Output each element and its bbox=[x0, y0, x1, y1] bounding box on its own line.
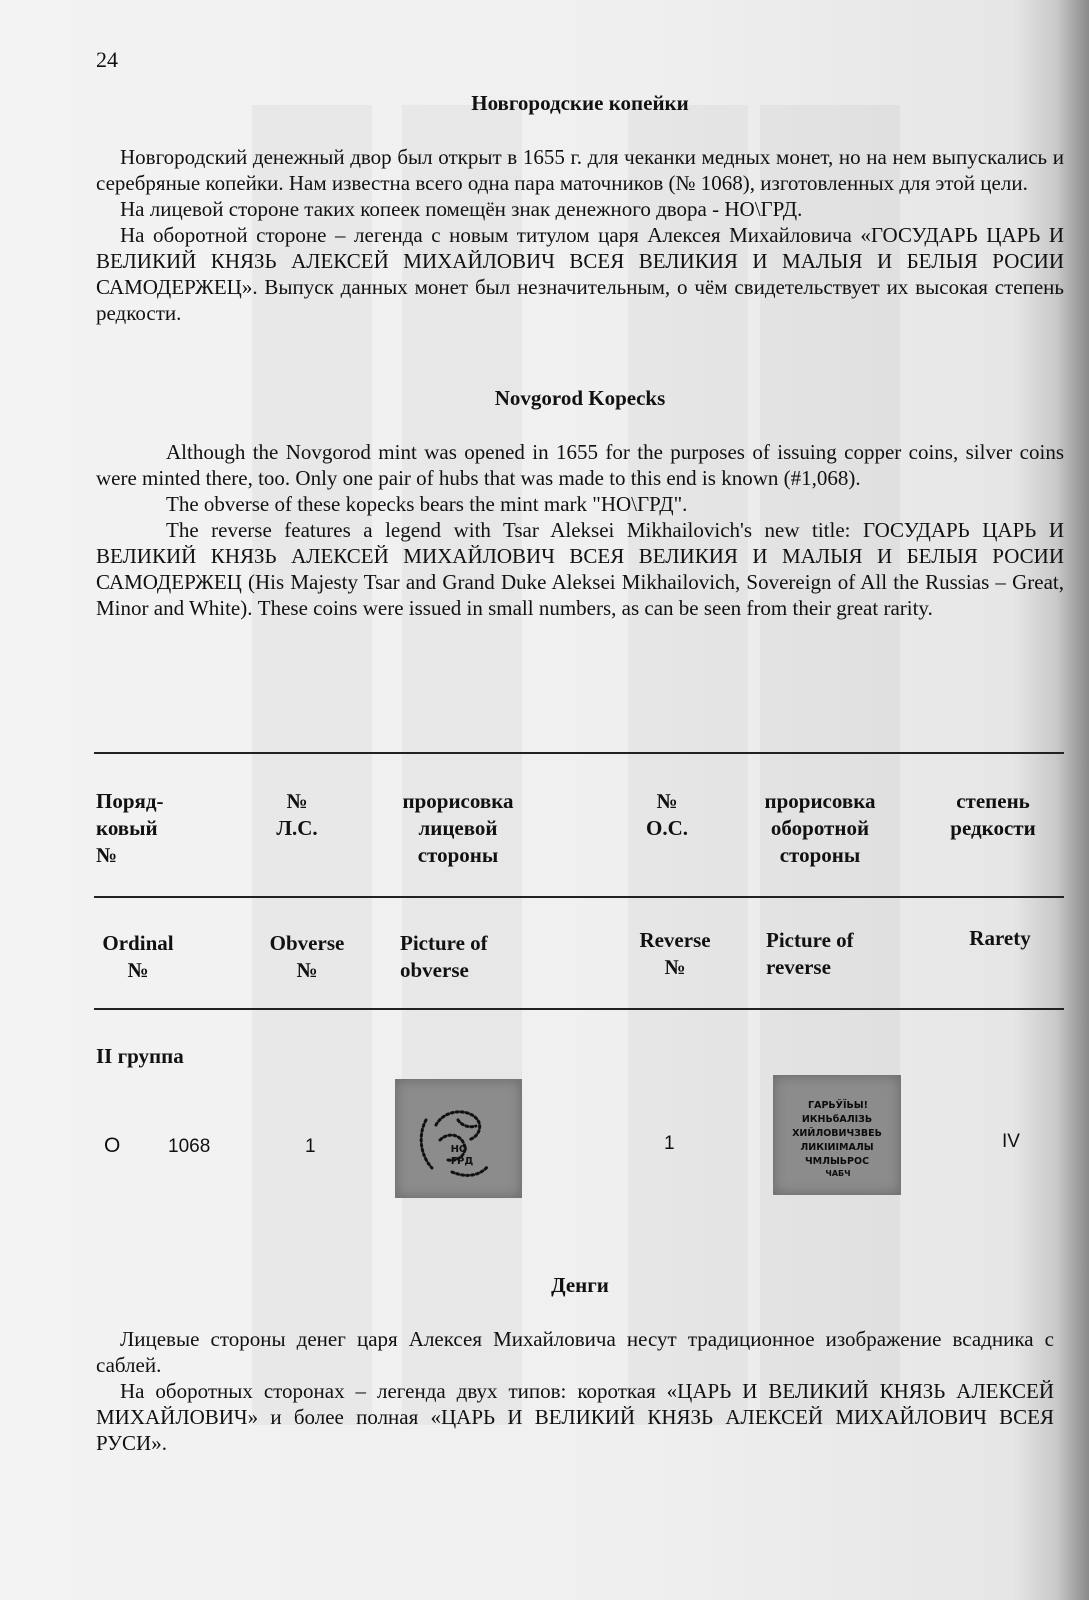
reverse-legend-line: ХИЙЛОВИЧЗВЕЬ bbox=[792, 1128, 882, 1139]
header-ordinal-en: Ordinal № bbox=[102, 931, 174, 982]
table-top-rule bbox=[94, 752, 1064, 754]
header-obverse-picture-en: Picture of obverse bbox=[400, 931, 488, 982]
row-rarity: IV bbox=[1002, 1131, 1020, 1152]
header-reverse-no-ru: № О.С. bbox=[646, 789, 688, 840]
header-obverse-picture-ru: прорисовка лицевой стороны bbox=[402, 789, 514, 867]
en-paragraph: Although the Novgorod mint was opened in 1655 for the purposes of issuing copper coins, silver coins were minted there, too. Only one pair of hubs that was made to this end is known (#1,068). bbox=[96, 440, 1064, 490]
reverse-drawing-image bbox=[773, 1075, 901, 1195]
header-reverse-picture-ru: прорисовка оборотной стороны bbox=[764, 789, 876, 867]
row-obverse-no: 1 bbox=[305, 1136, 316, 1157]
header-reverse-no-en: Reverse № bbox=[639, 928, 711, 979]
header-obverse-no-ru: № Л.С. bbox=[276, 789, 318, 840]
obverse-legend-line: ГРД bbox=[450, 1156, 474, 1167]
ru-section-heading: Новгородские копейки bbox=[471, 91, 689, 115]
obverse-drawing-image bbox=[395, 1079, 522, 1198]
en-paragraph: The obverse of these kopecks bears the mint mark "НО\ГРД". bbox=[166, 492, 688, 516]
obverse-legend-line: НО bbox=[450, 1144, 468, 1155]
ru-paragraph: Новгородский денежный двор был открыт в 1655 г. для чеканки медных монет, но на нем выпускались и серебряные копейки. Нам известна всего одна пара маточников (№ 1068), изготовленных для этой цели. bbox=[96, 145, 1064, 195]
header-rarity-ru: степень редкости bbox=[950, 789, 1036, 840]
table-header-bottom-rule bbox=[94, 1008, 1064, 1010]
page-number: 24 bbox=[96, 47, 118, 72]
en-paragraph: The reverse features a legend with Tsar Aleksei Mikhailovich's new title: ГОСУДАРЬ ЦАРЬ И ВЕЛИКИЙ КНЯЗЬ АЛЕКСЕЙ МИХАЙЛОВИЧ ВСЕЯ ВЕЛИКИЯ И МАЛЫЯ И БЕЛЫЯ РОСИИ САМОДЕРЖЕЦ (His Majesty Tsar and Grand Duke Aleksei Mikhailovich, Sovereign of All the Russias – Great, Minor and White). These coins were issued in small numbers, as can be seen from their great rarity. bbox=[96, 518, 1064, 620]
table-mid-rule bbox=[94, 896, 1064, 898]
header-ordinal-ru: Поряд- ковый № bbox=[96, 789, 164, 867]
ru-paragraph: На оборотной стороне – легенда с новым титулом царя Алексея Михайловича «ГОСУДАРЬ ЦАРЬ И ВЕЛИКИЙ КНЯЗЬ АЛЕКСЕЙ МИХАЙЛОВИЧ ВСЕЯ ВЕЛИКИЯ И МАЛЫЯ И БЕЛЫЯ РОСИИ САМОДЕРЖЕЦ». Выпуск данных монет был незначительным, о чём свидетельствует их высокая степень редкости. bbox=[96, 223, 1064, 325]
den-section-heading: Денги bbox=[551, 1273, 609, 1297]
reverse-legend-line: ГАРЬЎЇЬЫ! bbox=[808, 1100, 868, 1111]
obverse-mint-mark-drawing bbox=[396, 1080, 521, 1197]
header-reverse-picture-en: Picture of reverse bbox=[766, 928, 854, 979]
row-reverse-no: 1 bbox=[664, 1133, 675, 1154]
den-body bbox=[96, 1326, 1054, 1456]
row-ordinal: 1068 bbox=[168, 1136, 211, 1157]
row-prefix: O bbox=[104, 1134, 121, 1157]
reverse-legend-line: ЧАБЧ bbox=[825, 1169, 851, 1178]
en-body bbox=[96, 439, 1064, 621]
reverse-legend-line: ИКНЬбАЛІЗЬ bbox=[801, 1114, 873, 1125]
den-paragraph: Лицевые стороны денег царя Алексея Михайловича несут традиционное изображение всадника с саблей. bbox=[96, 1327, 1054, 1377]
reverse-legend-line: ЛИКІИІМАЛЫ bbox=[800, 1142, 874, 1153]
group-label: II группа bbox=[96, 1044, 184, 1068]
en-section-heading: Novgorod Kopecks bbox=[494, 386, 666, 410]
header-obverse-no-en: Obverse № bbox=[269, 931, 345, 982]
ru-body bbox=[96, 144, 1064, 326]
reverse-legend-line: ЧМЛЫЬРОС bbox=[804, 1156, 870, 1167]
header-rarity-en: Rarety bbox=[969, 926, 1031, 950]
reverse-legend-drawing bbox=[774, 1076, 900, 1194]
den-paragraph: На оборотных сторонах – легенда двух типов: короткая «ЦАРЬ И ВЕЛИКИЙ КНЯЗЬ АЛЕКСЕЙ МИХАЙЛОВИЧ» и более полная «ЦАРЬ И ВЕЛИКИЙ КНЯЗЬ АЛЕКСЕЙ МИХАЙЛОВИЧ ВСЕЯ РУСИ». bbox=[96, 1379, 1054, 1455]
ru-paragraph: На лицевой стороне таких копеек помещён знак денежного двора - НО\ГРД. bbox=[120, 197, 803, 221]
